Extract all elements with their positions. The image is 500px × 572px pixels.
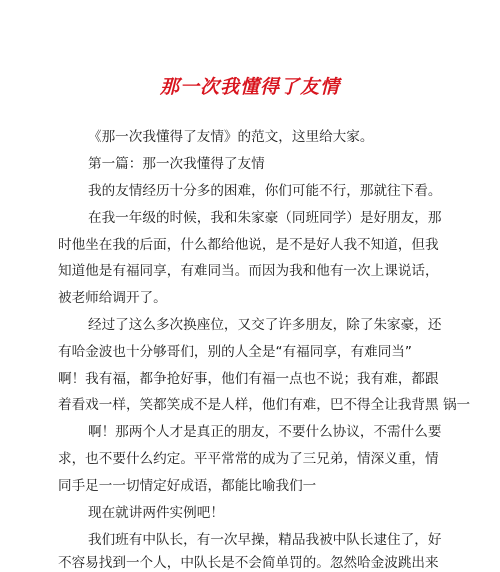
text-line: 不容易找到一个人，中队长是不会简单罚的。忽然哈金波跳出来: [58, 555, 439, 571]
text-line: 我们班有中队长，有一次早操，精品我被中队长逮住了，好: [88, 532, 442, 548]
text-line-intro: 《那一次我懂得了友情》的范文，这里给大家。: [88, 129, 374, 145]
text-line: 啊！那两个人才是真正的朋友，不要什么协议，不需什么要: [88, 424, 442, 440]
text-line: 在我一年级的时候，我和朱家豪（同班同学）是好朋友，那: [88, 210, 442, 226]
text-line: 时他坐在我的后面，什么都给他说，是不是好人我不知道，但我: [58, 237, 439, 253]
text-line: 经过了这么多次换座位，又交了许多朋友，除了朱家豪，还: [88, 317, 442, 333]
text-line: 知道他是有福同享，有难同当。而因为我和他有一次上课说话，: [58, 263, 439, 279]
text-line: 现在就讲两件实例吧！: [88, 505, 224, 521]
text-line: 有哈金波也十分够哥们，别的人全是“有福同享，有难同当”: [58, 344, 412, 360]
text-line: 着看戏一样，笑都笑成不是人样，他们有难，巴不得全让我背黑 锅一: [58, 397, 471, 413]
text-line: 我的友情经历十分多的困难，你们可能不行，那就往下看。: [88, 183, 442, 199]
text-line: 同手足一一切情定好成语，都能比喻我们一: [58, 478, 317, 494]
text-line-chapter-heading: 第一篇：那一次我懂得了友情: [88, 156, 265, 172]
document-title: 那一次我懂得了友情: [159, 76, 340, 98]
text-line: 被老师给调开了。: [58, 290, 167, 306]
text-line: 啊！我有福，都争抢好事，他们有福一点也不说；我有难，都跟: [58, 371, 439, 387]
text-line: 求，也不要什么约定。平平常常的成为了三兄弟，情深义重，情: [58, 451, 439, 467]
